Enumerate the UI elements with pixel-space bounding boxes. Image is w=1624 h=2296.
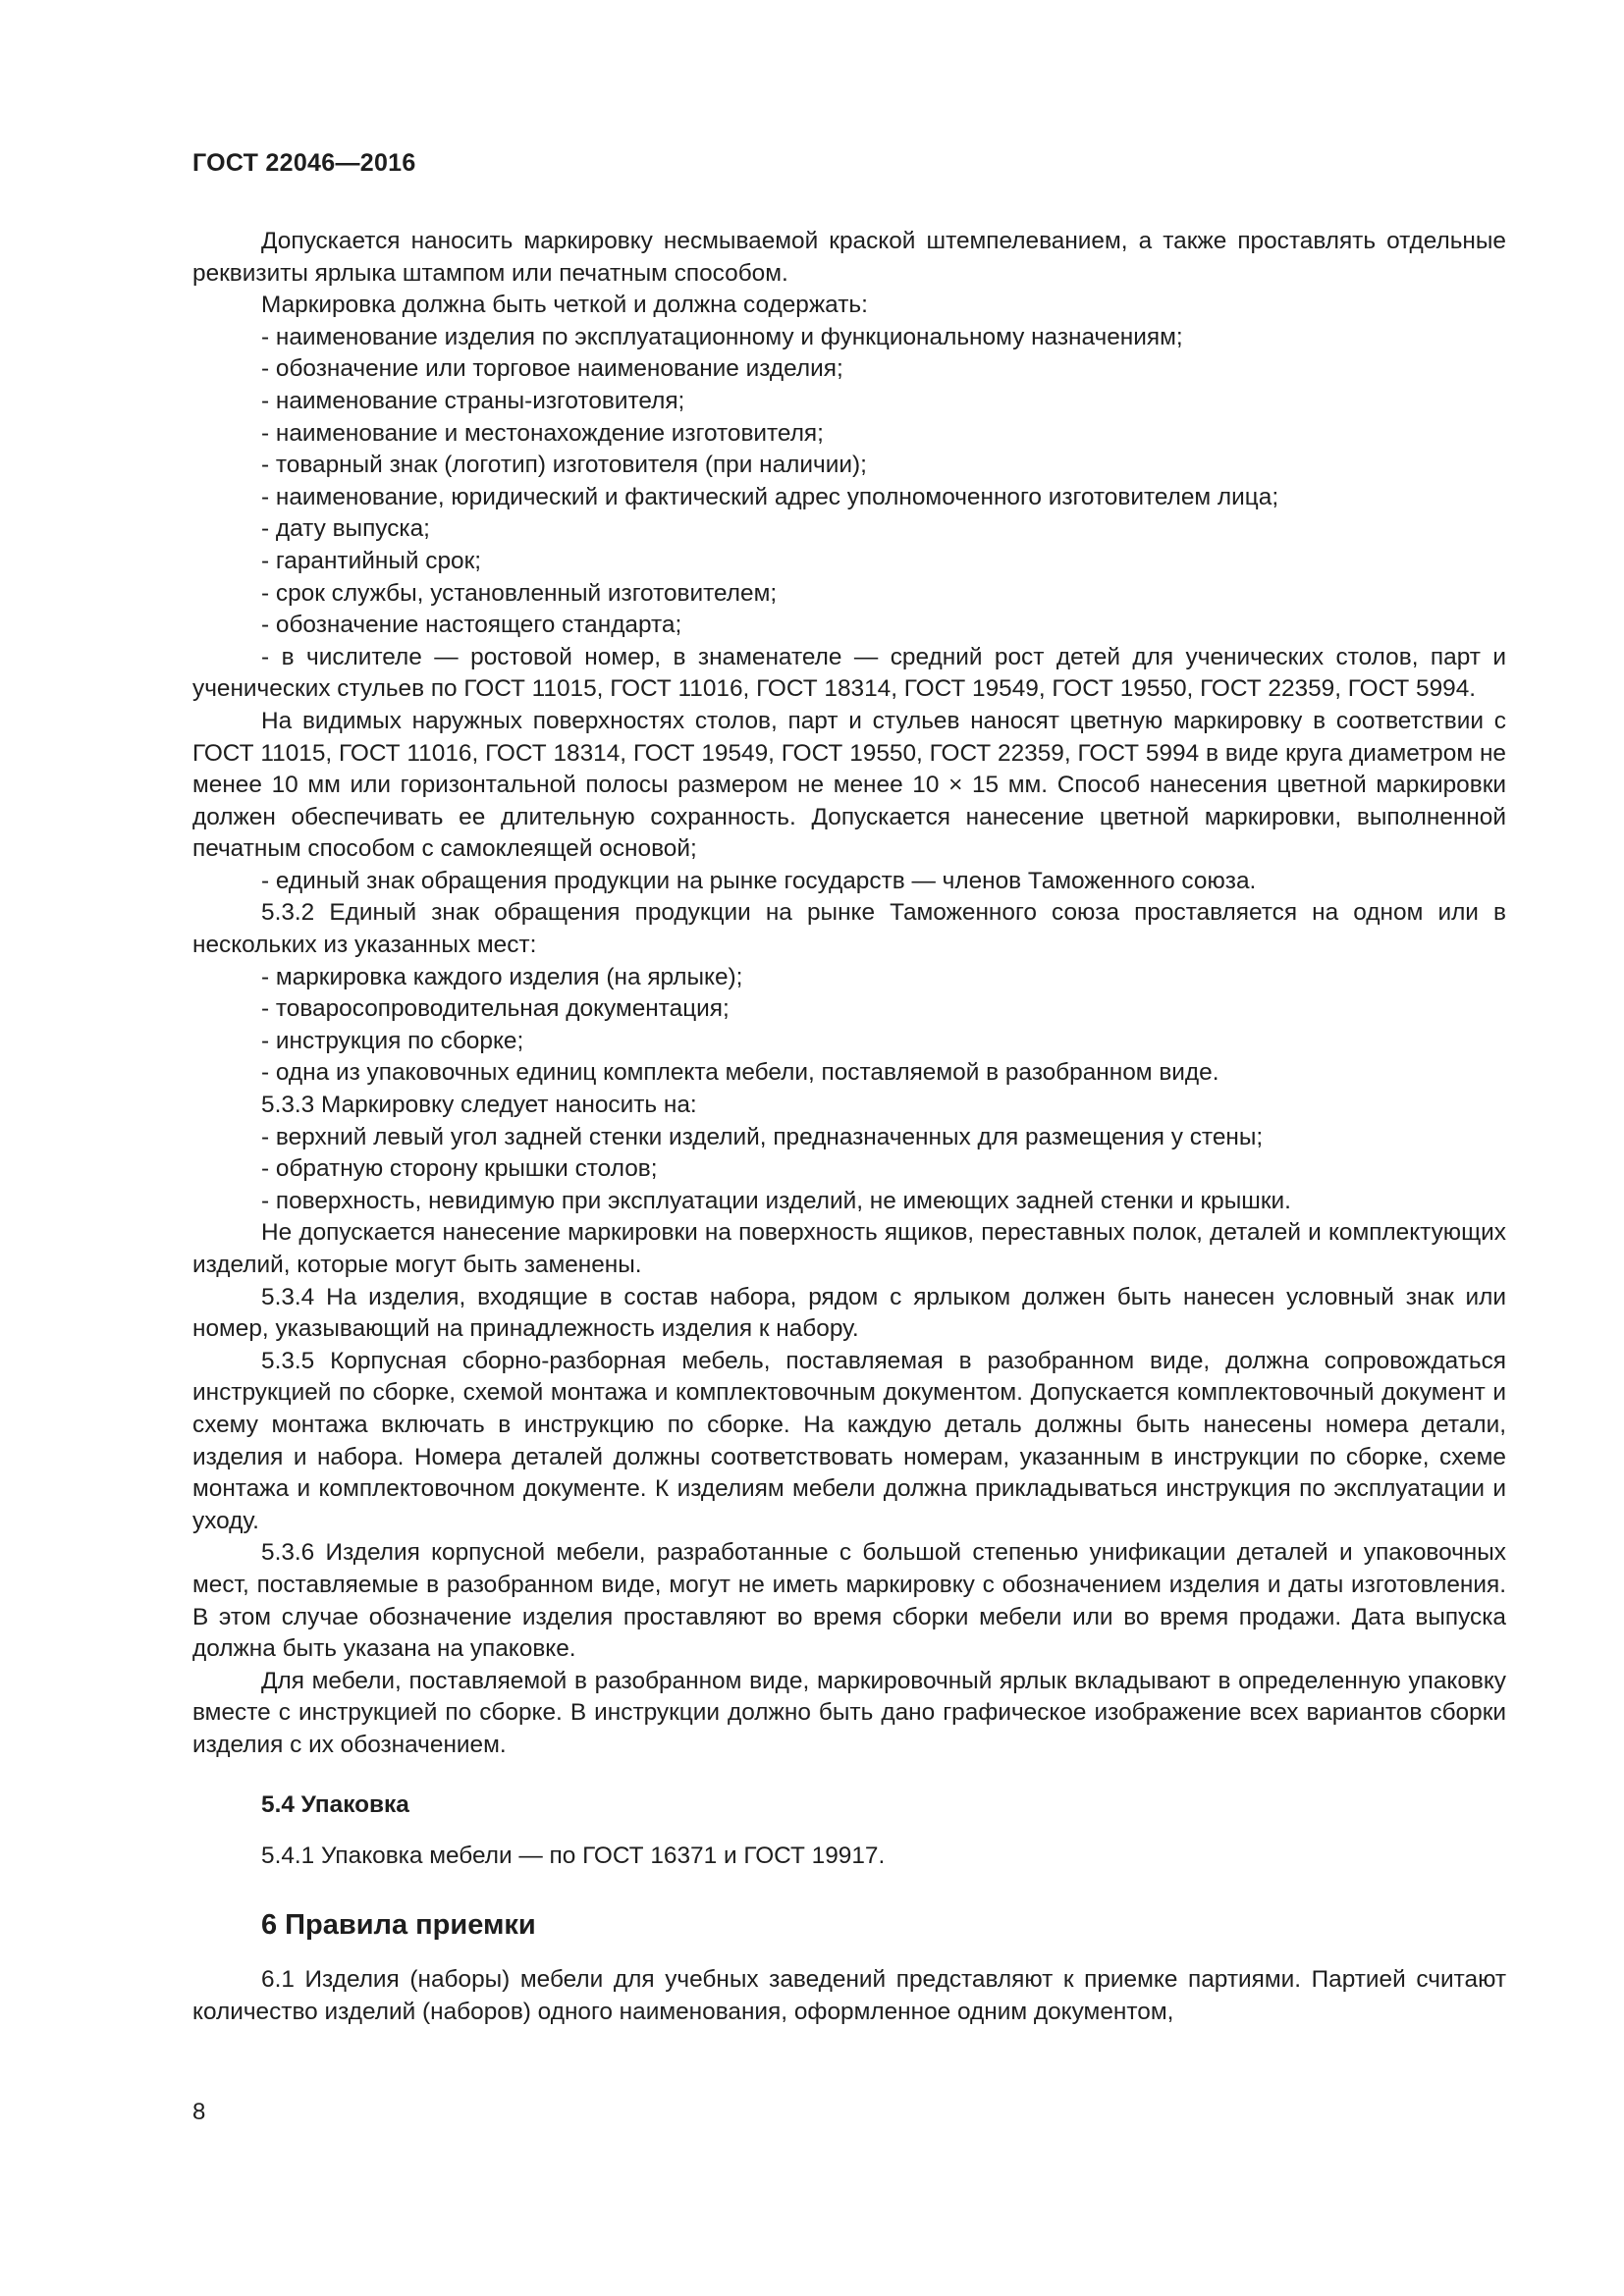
paragraph-5-3-3: 5.3.3 Маркировку следует наносить на: <box>261 1092 697 1119</box>
list-item-service-life: - срок службы, установленный изготовителем; <box>261 579 778 607</box>
list-item-back-wall-corner: - верхний левый угол задней стенки изделий, предназначенных для размещения у стены; <box>261 1123 1264 1150</box>
list-item-table-top-underside: - обратную сторону крышки столов; <box>261 1155 658 1183</box>
section-heading-5-4: 5.4 Упаковка <box>261 1790 409 1818</box>
paragraph-5-3-4: 5.3.4 На изделия, входящие в состав набора, рядом с ярлыком должен быть нанесен условный знак или номер, указывающий на принадлежность изделия к набору. <box>192 1283 1506 1343</box>
paragraph-5-3-2: 5.3.2 Единый знак обращения продукции на рынке Таможенного союза проставляется на одном или в нескольких из указанных мест: <box>192 899 1506 959</box>
list-item-release-date: - дату выпуска; <box>261 515 430 543</box>
paragraph-5-3-5: 5.3.5 Корпусная сборно-разборная мебель, поставляемая в разобранном виде, должна сопровождаться инструкцией по сборке, схемой монтажа и комплектовочным документом. Допускается комплектовочный документ и схему монтажа включать в инструкцию по сборке. На каждую деталь должны быть нанесены номера детали, изделия и набора. Номера деталей должны соответствовать номерам, указанным в инструкции по сборке, схеме монтажа и комплектовочном документе. К изделиям мебели должна прикладываться инструкция по эксплуатации и уходу. <box>192 1347 1506 1534</box>
list-item-package-unit: - одна из упаковочных единиц комплекта мебели, поставляемой в разобранном виде. <box>261 1059 1219 1087</box>
document-body <box>192 226 1506 2028</box>
list-item-trademark: - товарный знак (логотип) изготовителя (при наличии); <box>261 452 867 479</box>
paragraph-marking-contents-intro: Маркировка должна быть четкой и должна содержать: <box>261 292 868 319</box>
list-item-shipping-documents: - товаросопроводительная документация; <box>261 995 730 1023</box>
list-item-product-designation: - обозначение или торговое наименование изделия; <box>261 355 843 383</box>
paragraph-marking-stamping: Допускается наносить маркировку несмываемой краской штемпелеванием, а также проставлять отдельные реквизиты ярлыка штампом или печатным способом. <box>192 228 1506 287</box>
list-item-product-name: - наименование изделия по эксплуатационному и функциональному назначениям; <box>261 323 1183 350</box>
list-item-assembly-instructions: - инструкция по сборке; <box>261 1027 524 1054</box>
paragraph-color-marking: На видимых наружных поверхностях столов, парт и стульев наносят цветную маркировку в соответствии с ГОСТ 11015, ГОСТ 11016, ГОСТ 18314, ГОСТ 19549, ГОСТ 19550, ГОСТ 22359, ГОСТ 5994 в виде круга диаметром не менее 10 мм или горизонтальной полосы размером не менее 10 × 15 мм. Способ нанесения цветной маркировки должен обеспечивать ее длительную сохранность. Допускается нанесение цветной маркировки, выполненной печатным способом с самоклеящей основой; <box>192 707 1506 863</box>
list-item-label-marking: - маркировка каждого изделия (на ярлыке); <box>261 963 743 990</box>
list-item-authorized-person: - наименование, юридический и фактический адрес уполномоченного изготовителем лица; <box>261 483 1279 510</box>
paragraph-6-1: 6.1 Изделия (наборы) мебели для учебных заведений представляют к приемке партиями. Партией считают количество изделий (наборов) одного наименования, оформленное одним документом, <box>192 1966 1506 2025</box>
list-item-manufacturer: - наименование и местонахождение изготовителя; <box>261 419 824 447</box>
list-item-warranty: - гарантийный срок; <box>261 547 482 574</box>
paragraph-5-4-1: 5.4.1 Упаковка мебели — по ГОСТ 16371 и ГОСТ 19917. <box>261 1842 886 1869</box>
list-item-country: - наименование страны-изготовителя; <box>261 387 685 414</box>
list-item-size-number: - в числителе — ростовой номер, в знаменателе — средний рост детей для ученических столов, парт и ученических стульев по ГОСТ 11015, ГОСТ 11016, ГОСТ 18314, ГОСТ 19549, ГОСТ 19550, ГОСТ 22359, ГОСТ 5994. <box>192 643 1506 703</box>
document-header-code: ГОСТ 22046—2016 <box>192 149 416 177</box>
chapter-heading-6: 6 Правила приемки <box>261 1909 536 1942</box>
page-number: 8 <box>192 2099 206 2125</box>
list-item-customs-union-mark: - единый знак обращения продукции на рынке государств — членов Таможенного союза. <box>261 867 1257 894</box>
paragraph-marking-prohibited: Не допускается нанесение маркировки на поверхность ящиков, переставных полок, деталей и комплектующих изделий, которые могут быть заменены. <box>192 1219 1506 1278</box>
paragraph-disassembled-label: Для мебели, поставляемой в разобранном виде, маркировочный ярлык вкладывают в определенную упаковку вместе с инструкцией по сборке. В инструкции должно быть дано графическое изображение всех вариантов сборки изделия с их обозначением. <box>192 1667 1506 1758</box>
list-item-standard-designation: - обозначение настоящего стандарта; <box>261 612 682 639</box>
paragraph-5-3-6: 5.3.6 Изделия корпусной мебели, разработанные с большой степенью унификации деталей и упаковочных мест, поставляемые в разобранном виде, могут не иметь маркировку с обозначением изделия и даты изготовления. В этом случае обозначение изделия проставляют во время сборки мебели или во время продажи. Дата выпуска должна быть указана на упаковке. <box>192 1539 1506 1663</box>
list-item-hidden-surface: - поверхность, невидимую при эксплуатации изделий, не имеющих задней стенки и крышки. <box>261 1187 1291 1214</box>
